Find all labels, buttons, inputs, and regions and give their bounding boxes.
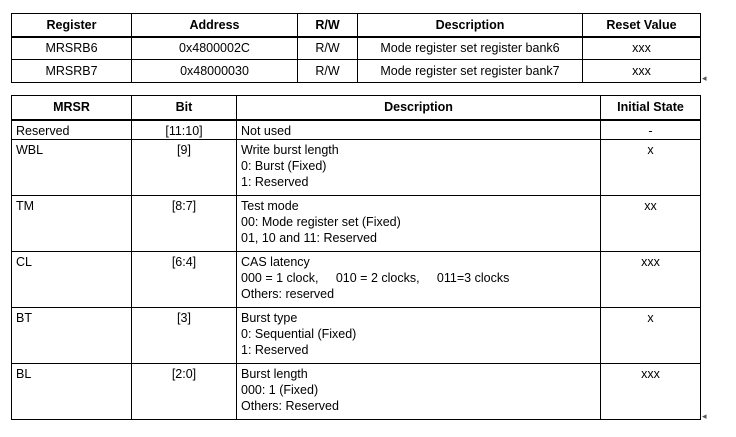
field-initial-state: xxx	[601, 364, 701, 420]
field-bit: [3]	[132, 308, 237, 364]
field-name: BT	[12, 308, 132, 364]
header-description: Description	[358, 14, 583, 37]
header-address: Address	[132, 14, 298, 37]
field-bit: [9]	[132, 140, 237, 196]
field-description	[237, 196, 601, 252]
description-line: 1: Reserved	[241, 343, 309, 357]
field-description	[237, 120, 601, 140]
description-line: Burst length	[241, 367, 308, 381]
field-initial-state: xxx	[601, 252, 701, 308]
description-line: Others: reserved	[241, 287, 335, 301]
register-description: Mode register set register bank7	[358, 60, 583, 83]
description-line: 00: Mode register set (Fixed)	[241, 215, 401, 229]
description-line: Write burst length	[241, 143, 339, 157]
field-bit: [8:7]	[132, 196, 237, 252]
register-name: MRSRB7	[12, 60, 132, 83]
header-rw: R/W	[298, 14, 358, 37]
header-mrsr: MRSR	[12, 96, 132, 120]
register-description: Mode register set register bank6	[358, 37, 583, 60]
table-row	[12, 120, 701, 140]
header-reset-value: Reset Value	[583, 14, 701, 37]
description-line: 000 = 1 clock, 010 = 2 clocks, 011=3 clocks	[241, 271, 510, 285]
field-description	[237, 364, 601, 420]
table-row	[12, 60, 701, 83]
register-table-header	[12, 14, 701, 37]
table-row	[12, 196, 701, 252]
mrsr-table-header	[12, 96, 701, 120]
register-reset-value: xxx	[583, 60, 701, 83]
description-line: CAS latency	[241, 255, 310, 269]
description-line: 0: Burst (Fixed)	[241, 159, 327, 173]
register-table	[11, 13, 701, 83]
register-name: MRSRB6	[12, 37, 132, 60]
field-name: CL	[12, 252, 132, 308]
field-bit: [6:4]	[132, 252, 237, 308]
header-register: Register	[12, 14, 132, 37]
description-line: Others: Reserved	[241, 399, 339, 413]
description-line: Burst type	[241, 311, 298, 325]
table-row	[12, 37, 701, 60]
header-description: Description	[237, 96, 601, 120]
field-description	[237, 252, 601, 308]
field-initial-state: xx	[601, 196, 701, 252]
table-row	[12, 308, 701, 364]
field-initial-state: -	[601, 120, 701, 140]
description-line: 0: Sequential (Fixed)	[241, 327, 357, 341]
description-line: 000: 1 (Fixed)	[241, 383, 319, 397]
field-initial-state: x	[601, 140, 701, 196]
field-initial-state: x	[601, 308, 701, 364]
header-initial-state: Initial State	[601, 96, 701, 120]
field-description	[237, 308, 601, 364]
header-bit: Bit	[132, 96, 237, 120]
field-bit: [2:0]	[132, 364, 237, 420]
description-line: 01, 10 and 11: Reserved	[241, 231, 377, 245]
field-name: TM	[12, 196, 132, 252]
field-name: WBL	[12, 140, 132, 196]
margin-mark: ◂	[702, 74, 707, 84]
table-row	[12, 364, 701, 420]
table-row	[12, 252, 701, 308]
register-reset-value: xxx	[583, 37, 701, 60]
margin-mark: ◂	[702, 412, 707, 422]
field-name: Reserved	[12, 120, 132, 140]
register-address: 0x48000030	[132, 60, 298, 83]
mrsr-bit-table	[11, 95, 701, 420]
table-row	[12, 140, 701, 196]
description-line: Test mode	[241, 199, 299, 213]
description-line: Not used	[241, 123, 292, 138]
field-name: BL	[12, 364, 132, 420]
description-line: 1: Reserved	[241, 175, 309, 189]
field-description	[237, 140, 601, 196]
register-address: 0x4800002C	[132, 37, 298, 60]
field-bit: [11:10]	[132, 120, 237, 140]
register-rw: R/W	[298, 37, 358, 60]
register-rw: R/W	[298, 60, 358, 83]
